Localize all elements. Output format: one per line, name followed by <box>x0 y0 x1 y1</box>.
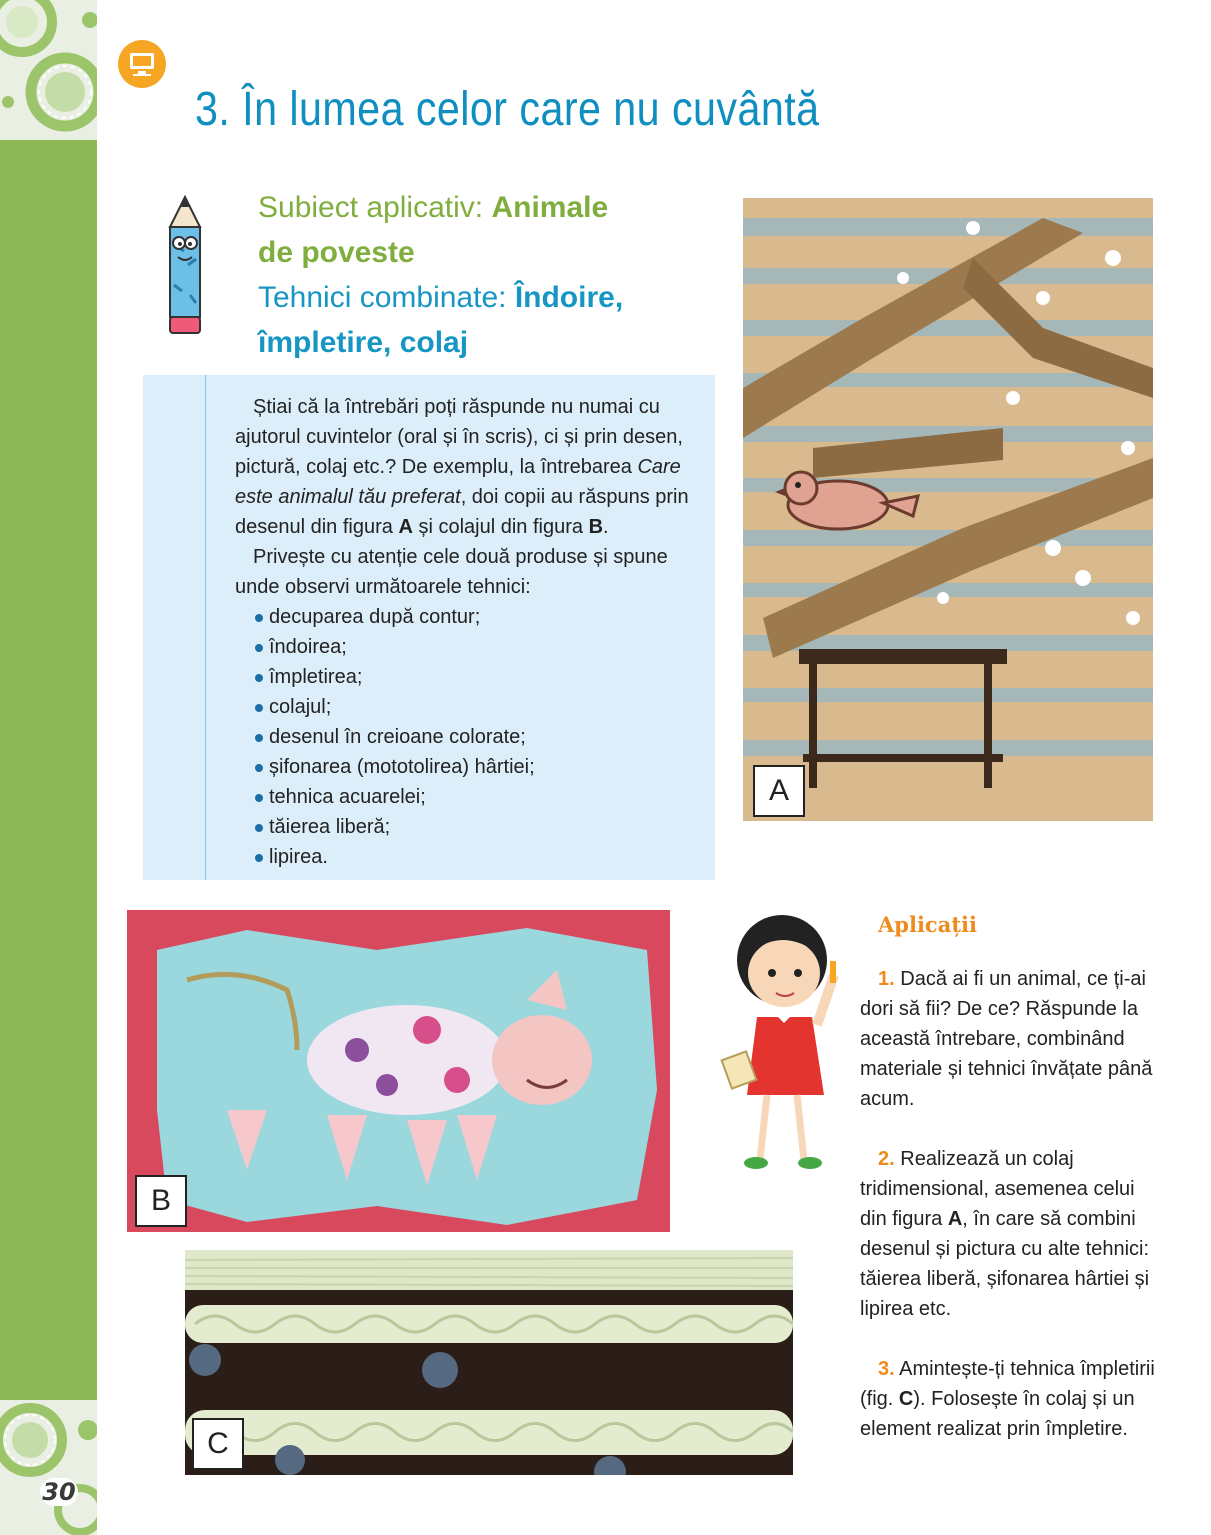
list-item: colajul; <box>253 692 705 722</box>
bird-drawing-image <box>743 198 1153 821</box>
circles-pattern-top <box>0 0 97 140</box>
circles-pattern-bottom <box>0 1400 97 1535</box>
list-item: împletirea; <box>253 662 705 692</box>
list-item: lipirea. <box>253 842 705 872</box>
figure-b-label: B <box>135 1175 187 1227</box>
techniques-label: Tehnici combinate: <box>258 281 515 314</box>
figure-a-photo <box>743 198 1153 821</box>
page-title: 3. În lumea celor care nu cuvântă <box>195 83 820 136</box>
girl-illustration-icon <box>712 905 852 1175</box>
figure-b-photo <box>127 910 670 1232</box>
list-item: tăierea liberă; <box>253 812 705 842</box>
list-item: tehnica acuarelei; <box>253 782 705 812</box>
techniques-value-2: împletire, colaj <box>258 326 469 359</box>
info-paragraph-2: Privește cu atenție cele două produse și spune unde observi următoarele tehnici: <box>235 546 668 598</box>
techniques-list <box>235 602 705 872</box>
info-text <box>235 392 705 872</box>
application-item-2: 2. Realizează un colaj tridimensional, asemenea celui din figura A, în care să combini desenul și pictura cu alte tehnici: tăierea liberă, șifonarea hârtiei și lipirea etc. <box>860 1148 1150 1320</box>
applications-list <box>860 964 1160 1474</box>
info-box-margin-line <box>205 375 206 880</box>
decorative-band-bottom <box>0 1400 97 1535</box>
application-item-3: 3. Amintește-ți tehnica împletirii (fig. C). Folosește în colaj și un element realizat prin împletire. <box>860 1358 1155 1440</box>
decorative-band-top <box>0 0 97 140</box>
figure-c-photo <box>185 1250 793 1475</box>
subject-block <box>258 185 623 365</box>
cow-collage-image <box>127 910 670 1232</box>
list-item: decuparea după contur; <box>253 602 705 632</box>
info-paragraph-1: Știai că la întrebări poți răspunde nu numai cu ajutorul cuvintelor (oral și în scris), ci și prin desen, pictură, colaj etc.? De exemplu, la întrebarea Care este animalul tău preferat, doi copii au răspuns prin desenul din figura A și colajul din figura B. <box>235 396 689 538</box>
list-item: șifonarea (mototolirea) hârtiei; <box>253 752 705 782</box>
page-number: 30 <box>40 1478 78 1506</box>
subject-label: Subiect aplicativ: <box>258 191 492 224</box>
figure-a-label: A <box>753 765 805 817</box>
braids-image <box>185 1250 793 1475</box>
decorative-band-green <box>0 140 97 1400</box>
applications-heading: Aplicații <box>878 912 977 937</box>
subject-value: Animale <box>491 191 609 224</box>
pencil-mascot-icon <box>160 195 210 340</box>
techniques-value: Îndoire, <box>514 281 624 314</box>
application-item-1: 1. Dacă ai fi un animal, ce ți-ai dori să fii? De ce? Răspunde la această întrebare, combinând materiale și tehnici învățate până acum. <box>860 968 1153 1110</box>
computer-icon <box>118 40 166 88</box>
figure-c-label: C <box>192 1418 244 1470</box>
list-item: îndoirea; <box>253 632 705 662</box>
subject-value-2: de poveste <box>258 236 415 269</box>
list-item: desenul în creioane colorate; <box>253 722 705 752</box>
